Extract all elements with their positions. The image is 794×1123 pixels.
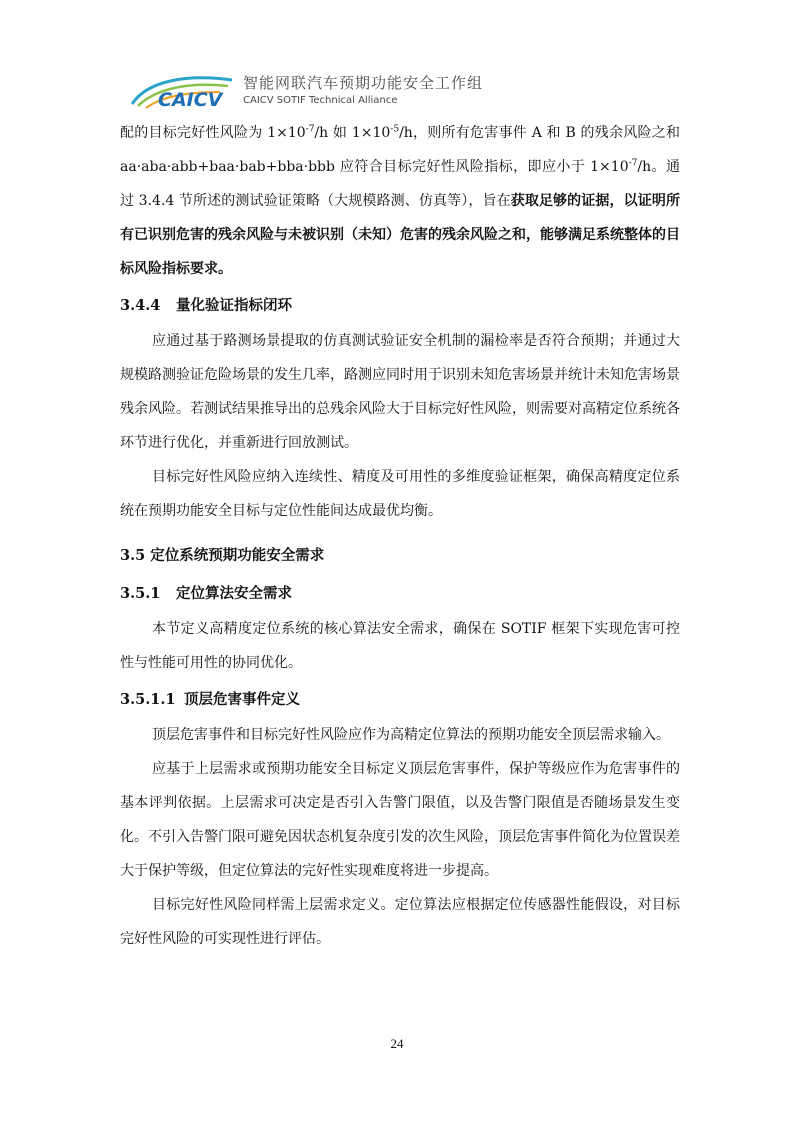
heading-3-5: 3.5 定位系统预期功能安全需求 [120, 547, 325, 564]
logo-title-cn: 智能网联汽车预期功能安全工作组 [243, 74, 484, 92]
paragraph-multidimensional: 目标完好性风险应纳入连续性、精度及可用性的多维度验证框架，确保高精度定位系统在预期功能安全目标与定位性能间达成最优均衡。 [120, 469, 680, 519]
paragraph-algorithm-requirements: 本节定义高精度定位系统的核心算法安全需求，确保在 SOTIF 框架下实现危害可控性与性能可用性的协同优化。 [120, 621, 680, 671]
logo-mark-text: CAICV [158, 89, 223, 110]
emphasis-text: 获取足够的证据，以证明所有已识别危害的残余风险与未被识别（未知）危害的残余风险之和，能够满足系统整体的目标风险指标要求。 [120, 193, 680, 277]
page-body [120, 116, 680, 956]
paragraph-protection-level: 应基于上层需求或预期功能安全目标定义顶层危害事件，保护等级应作为危害事件的基本评判依据。上层需求可决定是否引入告警门限值，以及告警门限值是否随场景发生变化。不引入告警门限可避免因状态机复杂度引发的次生风险，顶层危害事件简化为位置误差大于保护等级，但定位算法的完好性实现难度将进一步提高。 [120, 761, 680, 879]
logo-text [243, 72, 483, 106]
heading-3-4-4: 3.4.4 量化验证指标闭环 [120, 297, 292, 314]
page-number: 24 [390, 1036, 404, 1051]
paragraph-closed-loop: 应通过基于路测场景提取的仿真测试验证安全机制的漏检率是否符合预期；并通过大规模路测验证危险场景的发生几率，路测应同时用于识别未知危害场景并统计未知危害场景残余风险。若测试结果推导出的总残余风险大于目标完好性风险，则需要对高精定位系统各环节进行优化，并重新进行回放测试。 [120, 333, 680, 451]
heading-3-5-1: 3.5.1 定位算法安全需求 [120, 585, 292, 602]
logo-title-en: CAICV SOTIF Technical Alliance [243, 95, 398, 106]
paragraph-target-integrity: 目标完好性风险同样需上层需求定义。定位算法应根据定位传感器性能假设，对目标完好性风险的可实现性进行评估。 [120, 897, 680, 947]
heading-3-5-1-1: 3.5.1.1 顶层危害事件定义 [120, 691, 300, 708]
paragraph-top-level-input: 顶层危害事件和目标完好性风险应作为高精定位算法的预期功能安全顶层需求输入。 [152, 727, 670, 743]
document-header [128, 70, 548, 110]
caicv-logo-icon [128, 70, 238, 110]
paragraph-residual-risk: 配的目标完好性风险为 $1\times 10^{-7}/h$ 如 $1\times 10^{-5}/h$，则所有危害事件 A 和 B 的残余风险之和 aa·aba·abb+baa·bab+bba·bbb 应符合目标完好性风险指标，即应小于 $1\times 10^{-7}/h$。通过 3.4.4 节所述的测试验证策略（大规模路测、仿真等），旨在获取足够的证据，以证明所有已识别危害的残余风险与未被识别（未知）危害的残余风险之和，能够满足系统整体的目标风险指标要求。 [120, 124, 680, 277]
